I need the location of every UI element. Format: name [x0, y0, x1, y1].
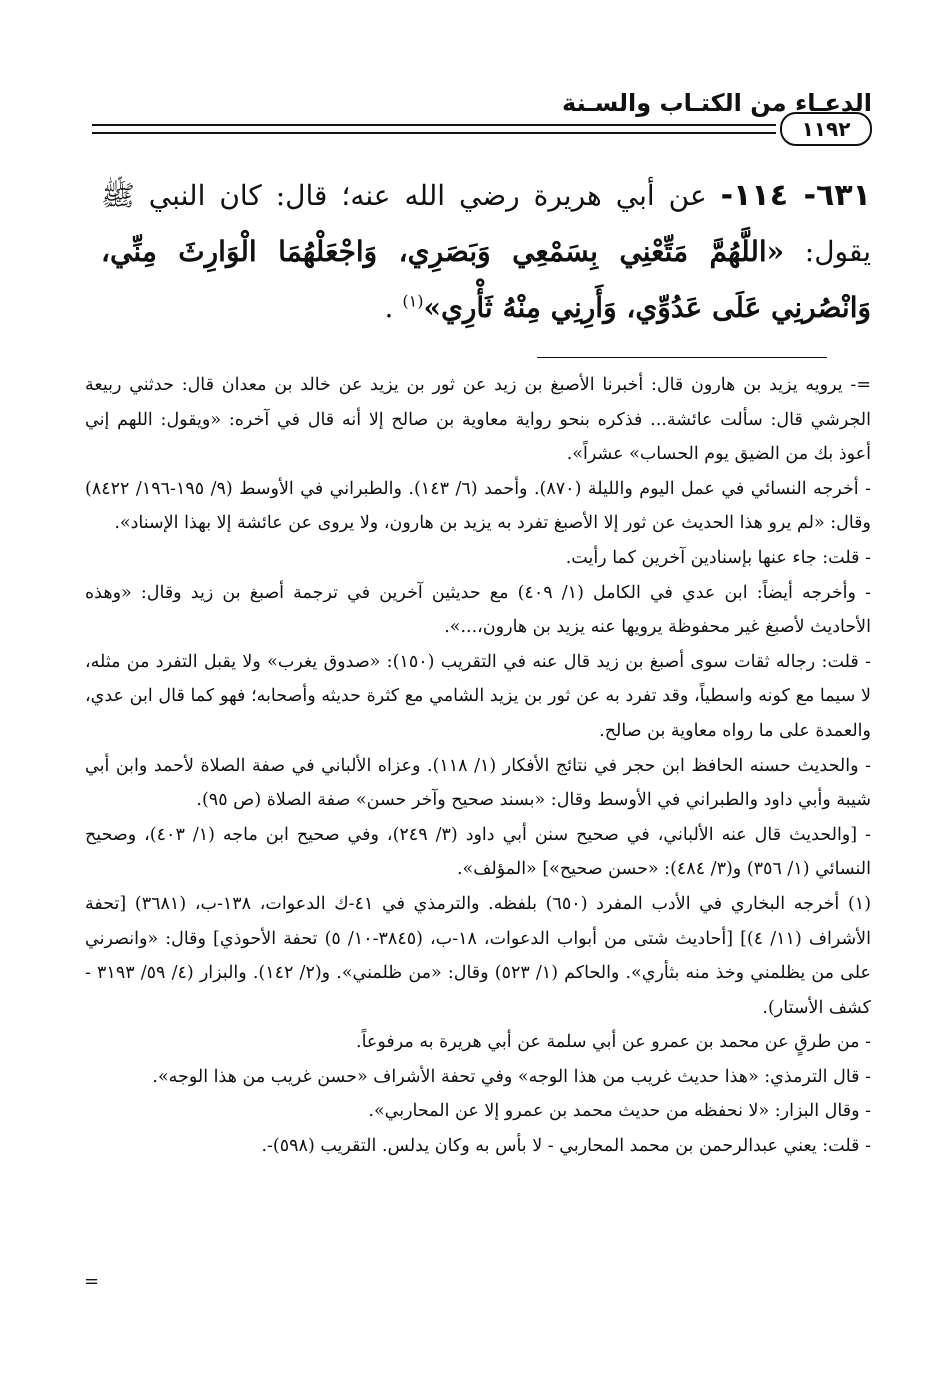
footnotes [85, 368, 871, 1164]
footnote-paragraph: - قلت: رجاله ثقات سوى أصبغ بن زيد قال عنه في التقريب (١٥٠): «صدوق يغرب» ولا يقبل التفرد من مثله، لا سيما مع كونه واسطياً، وقد تفرد به عن ثور بن يزيد الشامي مع كثرة حديثه وأصحابه؛ فهو كما قال ابن عدي، والعمدة على ما رواه معاوية بن صالح. [85, 651, 871, 741]
footnote-paragraph: (١) أخرجه البخاري في الأدب المفرد (٦٥٠) بلفظه. والترمذي في ٤١-ك الدعوات، ١٣٨-ب، (٣٦٨١) [تحفة الأشراف (١١/ ٤)] [أحاديث شتى من أبواب الدعوات، ١٨-ب، (٣٨٤٥-١٠/ ٥) تحفة الأحوذي] وقال: «وانصرني على من يظلمني وخذ منه بثأري». والحاكم (١/ ٥٢٣) وقال: «من ظلمني». و(٢/ ١٤٢). والبزار (٤/ ٥٩/ ٣١٩٣ - كشف الأستار). [85, 893, 872, 1018]
continuation-mark: = [84, 1271, 100, 1292]
footnote-divider [537, 357, 827, 358]
footnote-paragraph: - قلت: جاء عنها بإسنادين آخرين كما رأيت. [565, 547, 871, 568]
hadith-text [101, 168, 871, 336]
hadith-number: ٦٣١- ١١٤- [720, 178, 871, 213]
running-title: الدعـاء من الكتـاب والسـنة [562, 89, 872, 117]
footnote-paragraph: - أخرجه النسائي في عمل اليوم والليلة (٨٧٠). وأحمد (٦/ ١٤٣). والطبراني في الأوسط (٩/ ١٩٥-١٩٦/ ٨٤٢٢) وقال: «لم يرو هذا الحديث عن ثور إلا الأصبغ تفرد به يزيد بن هارون، ولا يروى عن عائشة إلا بهذا الإسناد». [85, 478, 872, 534]
footnote-paragraph: - [والحديث قال عنه الألباني، في صحيح سنن أبي داود (٣/ ٢٤٩)، وفي صحيح ابن ماجه (١/ ٤٠٣)، وصحيح النسائي (١/ ٣٥٦) و(٣/ ٤٨٤): «حسن صحيح»] «المؤلف». [85, 824, 871, 880]
page-number: ١١٩٢ [780, 112, 872, 146]
hadith-intro: عن أبي هريرة رضي الله عنه؛ قال: كان النبي ﷺ يقول: [101, 179, 871, 268]
header-rule [92, 124, 776, 134]
footnote-paragraph: - والحديث حسنه الحافظ ابن حجر في نتائج الأفكار (١/ ١١٨). وعزاه الألباني في صفة الصلاة لأحمد وابن أبي شيبة وأبي داود والطبراني في الأوسط وقال: «بسند صحيح وآخر حسن» صفة الصلاة (ص ٩٥). [85, 755, 871, 811]
page-header [92, 84, 872, 154]
footnote-reference: (١) [402, 291, 424, 311]
supplication-text: «اللَّهُمَّ مَتِّعْنِي بِسَمْعِي وَبَصَرِي، وَاجْعَلْهُمَا الْوَارِثَ مِنِّي، وَانْصُرنِي عَلَى عَدُوِّي، وَأَرِنِي مِنْهُ ثَأْرِي» [101, 235, 871, 324]
footnote-paragraph: - قلت: يعني عبدالرحمن بن محمد المحاربي - لا بأس به وكان يدلس. التقريب (٥٩٨)-. [261, 1136, 871, 1157]
footnote-paragraph: =- يرويه يزيد بن هارون قال: أخبرنا الأصبغ بن زيد عن ثور بن يزيد عن خالد بن معدان قال: حدثني ربيعة الجرشي قال: سألت عائشة... فذكره بنحو رواية معاوية بن صالح إلا أنه قال في آخره: «ويقول: اللهم إني أعوذ بك من الضيق يوم الحساب» عشراً». [85, 375, 871, 465]
footnote-paragraph: - وأخرجه أيضاً: ابن عدي في الكامل (١/ ٤٠٩) مع حديثين آخرين في ترجمة أصبغ بن زيد وقال: «وهذه الأحاديث لأصبغ غير محفوظة يرويها عنه يزيد بن هارون،...». [85, 582, 871, 638]
hadith-end: . [384, 291, 394, 324]
footnote-paragraph: - من طرقٍ عن محمد بن عمرو عن أبي سلمة عن أبي هريرة به مرفوعاً. [356, 1032, 871, 1053]
footnote-paragraph: - قال الترمذي: «هذا حديث غريب من هذا الوجه» وفي تحفة الأشراف «حسن غريب من هذا الوجه». [152, 1066, 871, 1087]
footnote-paragraph: - وقال البزار: «لا نحفظه من حديث محمد بن عمرو إلا عن المحاربي». [368, 1101, 871, 1122]
